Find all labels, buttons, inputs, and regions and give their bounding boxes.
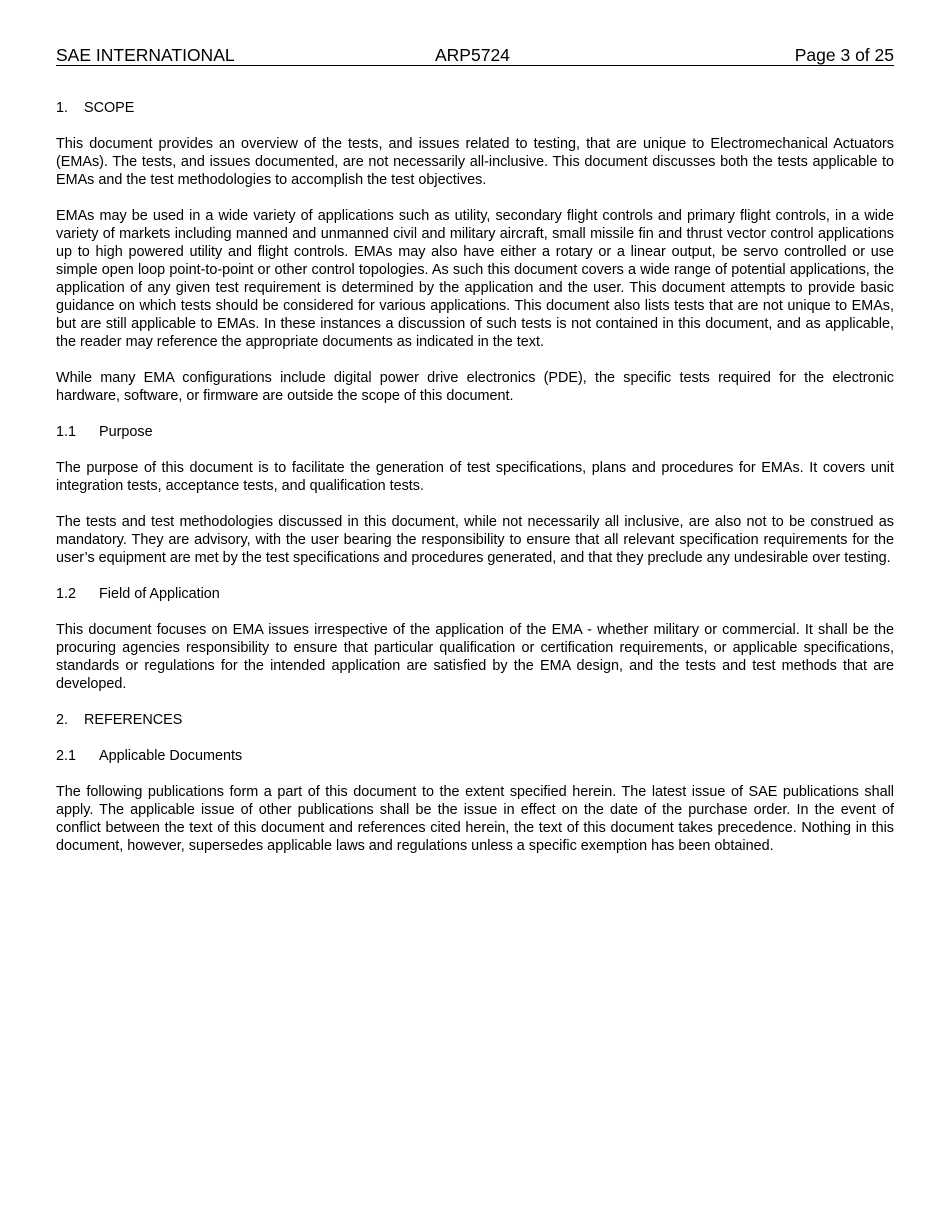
paragraph: This document focuses on EMA issues irrespective of the application of the EMA - whether military or commercial. It shall be the procuring agencies responsibility to ensure that particular qualification or certification requirements, or applicable specifications, standards or regulations for the intended application are satisfied by the EMA design, and the tests and test methods that are developed. <box>56 622 894 692</box>
header-page-number: Page 3 of 25 <box>794 45 894 65</box>
paragraph: EMAs may be used in a wide variety of applications such as utility, secondary flight controls and primary flight controls, in a wide variety of markets including manned and unmanned civil and military aircraft, small missile fin and thrust vector control applications up to high powered utility and flight controls. EMAs may also have either a rotary or a linear output, be servo controlled or use simple open loop point-to-point or other control topologies. As such this document covers a wide range of potential applications, the application of any given test requirement is determined by the application and the user. This document attempts to provide basic guidance on which tests should be considered for various applications. This document also lists tests that are not unique to EMAs, but are still applicable to EMAs. In these instances a discussion of such tests is not contained in this document, and as applicable, the reader may reference the appropriate documents as indicated in the text. <box>56 208 894 350</box>
paragraph: While many EMA configurations include digital power drive electronics (PDE), the specific tests required for the electronic hardware, software, or firmware are outside the scope of this document. <box>56 370 894 404</box>
section-number: 1.2 <box>56 586 77 602</box>
section-heading-purpose <box>56 423 894 441</box>
section-title: SCOPE <box>84 100 135 116</box>
header-document-id: ARP5724 <box>435 45 510 65</box>
section-title: Field of Application <box>99 586 220 602</box>
section-number: 2.1 <box>56 748 77 764</box>
paragraph: The purpose of this document is to facilitate the generation of test specifications, plans and procedures for EMAs. It covers unit integration tests, acceptance tests, and qualification tests. <box>56 460 894 494</box>
section-number: 1. <box>56 100 69 116</box>
section-title: Applicable Documents <box>99 748 243 764</box>
paragraph: The tests and test methodologies discussed in this document, while not necessarily all inclusive, are also not to be construed as mandatory. They are advisory, with the user bearing the responsibility to ensure that all relevant specification requirements for the user’s equipment are met by the test specifications and procedures generated, and that they preclude any undesirable over testing. <box>56 514 894 566</box>
section-heading-references <box>56 711 894 729</box>
page-header <box>56 44 894 66</box>
section-heading-applicable-documents <box>56 747 894 765</box>
document-body <box>56 99 894 855</box>
section-number: 1.1 <box>56 424 77 440</box>
section-number: 2. <box>56 712 69 728</box>
section-title: Purpose <box>99 424 153 440</box>
section-heading-field-of-application <box>56 585 894 603</box>
paragraph: This document provides an overview of the tests, and issues related to testing, that are unique to Electromechanical Actuators (EMAs). The tests, and issues documented, are not necessarily all-inclusive. This document discusses both the tests applicable to EMAs and the test methodologies to accomplish the test objectives. <box>56 136 894 188</box>
section-title: REFERENCES <box>84 712 183 728</box>
header-organization: SAE INTERNATIONAL <box>56 45 235 65</box>
section-heading-scope <box>56 99 894 117</box>
paragraph: The following publications form a part of this document to the extent specified herein. The latest issue of SAE publications shall apply. The applicable issue of other publications shall be the issue in effect on the date of the purchase order. In the event of conflict between the text of this document and references cited herein, the text of this document takes precedence. Nothing in this document, however, supersedes applicable laws and regulations unless a specific exemption has been obtained. <box>56 784 894 854</box>
